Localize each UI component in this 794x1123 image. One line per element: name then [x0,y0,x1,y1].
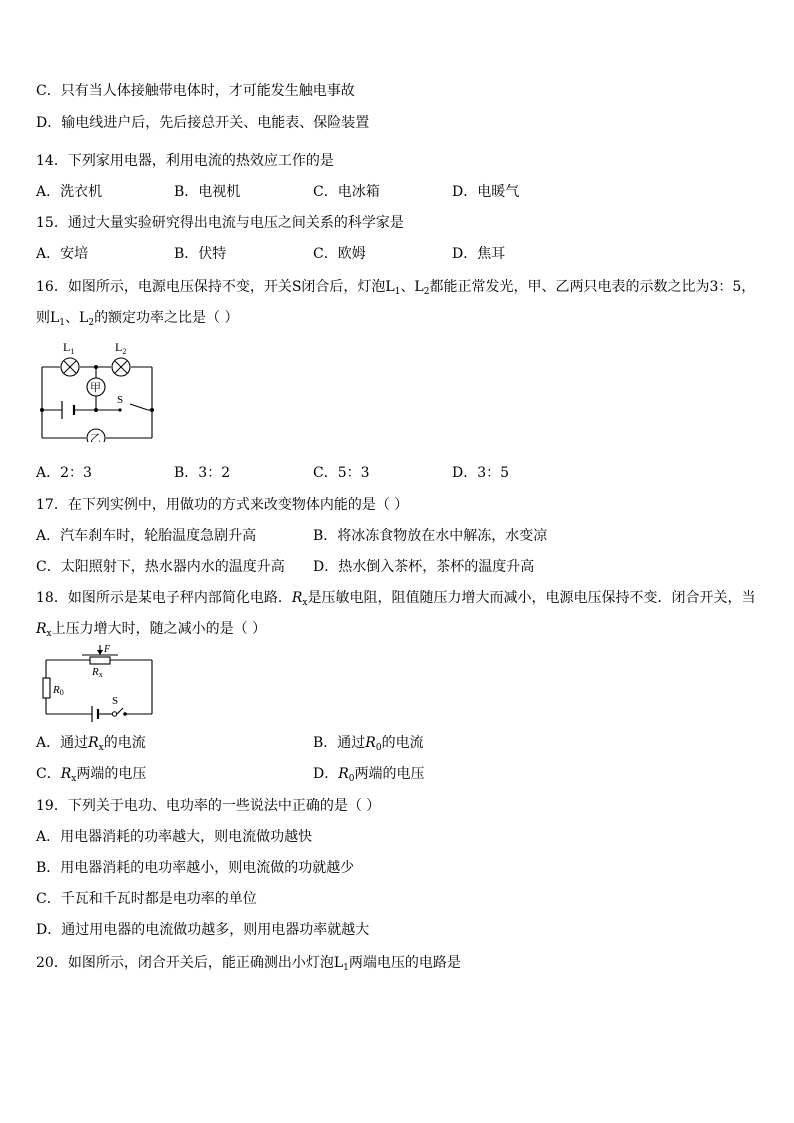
q16-option-d: D．3：5 [452,465,510,481]
label-meter-jia: 甲 [90,382,101,394]
q18-option-d [313,764,425,784]
q18-stem2-rx-sub: x [46,629,52,639]
q18-rx-sub: x [302,598,308,608]
q14-option-c: C．电冰箱 [313,184,380,200]
q16-stem2-sub-1: 1 [59,318,66,328]
rx-resistor-icon [90,657,110,664]
label-rx: R [92,666,99,678]
q14-stem: 14．下列家用电器，利用电流的热效应工作的是 [36,153,334,169]
q20-stem [36,953,461,973]
label-l1-sub: 1 [70,347,75,356]
q16-sub-2: 2 [423,287,430,297]
q16-option-a: A．2：3 [36,465,92,481]
q18-opt-d-r: R [338,766,349,782]
q18-opt-b-text-1: B．通过 [313,735,366,751]
label-l1: L [63,340,71,354]
q20-stem-text-1: 20．如图所示，闭合开关后，能正确测出小灯泡L [36,955,344,971]
q18-rx: R [291,590,303,606]
q18-stem2-text: 上压力增大时，随之减小的是（ ） [51,621,267,637]
q18-opt-c-text-2: 两端的电压 [76,766,147,782]
lamp-l1-icon [61,358,79,376]
q16-stem-text-3: 都能正常发光，甲、乙两只电表的示数之比为3：5， [429,279,756,295]
q18-opt-b-text-2: 的电流 [381,735,424,751]
q15-option-a: A．安培 [36,246,89,262]
q18-circuit-diagram [36,642,160,722]
q18-opt-a-text-1: A．通过 [36,735,89,751]
label-switch-s: S [112,695,119,707]
q16-stem2-sub-2: 2 [88,318,95,328]
q20-sub: 1 [343,963,349,973]
q17-option-b: B．将冰冻食物放在水中解冻，水变凉 [313,528,548,544]
label-l2-sub: 2 [122,347,127,356]
q18-opt-b-r: R [365,735,376,751]
q16-stem2-text-1: 则L [36,310,60,326]
label-switch-s: S [117,394,124,406]
q15-stem: 15．通过大量实验研究得出电流与电压之间关系的科学家是 [36,215,404,231]
label-r0: R [53,684,60,696]
q17-option-c: C．太阳照射下，热水器内水的温度升高 [36,559,285,575]
q18-opt-d-text-2: 两端的电压 [354,766,425,782]
q20-stem-text-2: 两端电压的电路是 [348,955,461,971]
q18-opt-a-sub: x [98,743,104,753]
label-rx-sub: x [98,670,103,679]
q16-stem-line1 [36,277,755,297]
label-force-f: F [104,644,111,655]
q17-option-d: D．热水倒入茶杯，茶杯的温度升高 [313,559,535,575]
q16-option-c: C．5：3 [313,465,370,481]
q15-option-d: D．焦耳 [452,246,506,262]
label-l2: L [115,340,123,354]
q16-stem-text-2: 、L [400,279,424,295]
q18-option-a [36,733,146,753]
q14-option-a: A．洗衣机 [36,184,103,200]
q16-stem2-text-2: 、L [65,310,89,326]
q18-opt-a-r: R [88,735,99,751]
q19-option-d: D．通过用电器的电流做功越多，则用电器功率就越大 [36,922,370,938]
q18-option-b [313,733,424,753]
q18-opt-d-text-1: D． [313,766,339,782]
q16-circuit-diagram [36,338,160,442]
q15-option-b: B．伏特 [174,246,227,262]
q16-stem-line2 [36,308,239,328]
r0-resistor-icon [43,678,50,698]
svg-text:Rx [91,666,103,679]
label-r0-sub: 0 [59,688,64,697]
q14-option-b: B．电视机 [174,184,241,200]
q18-stem2-rx: R [36,621,47,637]
q17-option-a: A．汽车刹车时，轮胎温度急剧升高 [36,528,257,544]
svg-text:L1 [63,340,74,356]
q19-option-a: A．用电器消耗的功率越大，则电流做功越快 [36,829,313,845]
q13-option-d: D．输电线进户后，先后接总开关、电能表、保险装置 [36,115,370,131]
q19-option-c: C．千瓦和千瓦时都是电功率的单位 [36,891,257,907]
q19-stem: 19．下列关于电功、电功率的一些说法中正确的是（ ） [36,798,381,814]
lamp-l2-icon [112,358,130,376]
q18-stem-line2 [36,619,266,639]
q16-option-b: B．3：2 [174,465,231,481]
q17-stem: 17．在下列实例中，用做功的方式来改变物体内能的是（ ） [36,497,409,513]
q18-opt-b-sub: 0 [375,743,382,753]
q15-option-c: C．欧姆 [313,246,366,262]
q16-stem-text-1: 16．如图所示，电源电压保持不变，开关S闭合后，灯泡L [36,279,395,295]
q18-option-c [36,764,146,784]
q19-option-b: B．用电器消耗的电功率越小，则电流做的功就越少 [36,860,355,876]
q18-stem-line1 [36,588,755,608]
q16-stem2-text-3: 的额定功率之比是（ ） [94,310,239,326]
q18-opt-c-r: R [60,766,72,782]
q14-option-d: D．电暖气 [452,184,520,200]
label-meter-yi: 乙 [90,433,101,442]
q18-opt-d-sub: 0 [348,774,355,784]
q18-opt-c-sub: x [71,774,77,784]
svg-text:R0 [52,684,64,697]
q18-opt-c-text-1: C． [36,766,61,782]
q13-option-c: C．只有当人体接触带电体时，才可能发生触电事故 [36,83,355,99]
q18-opt-a-text-2: 的电流 [103,735,146,751]
q18-stem-text-2: 是压敏电阻，阻值随压力增大而减小，电源电压保持不变．闭合开关，当 [307,590,756,606]
svg-text:L2 [115,340,126,356]
q18-stem-text-1: 18．如图所示是某电子秤内部简化电路． [36,590,292,606]
q16-sub-1: 1 [394,287,401,297]
